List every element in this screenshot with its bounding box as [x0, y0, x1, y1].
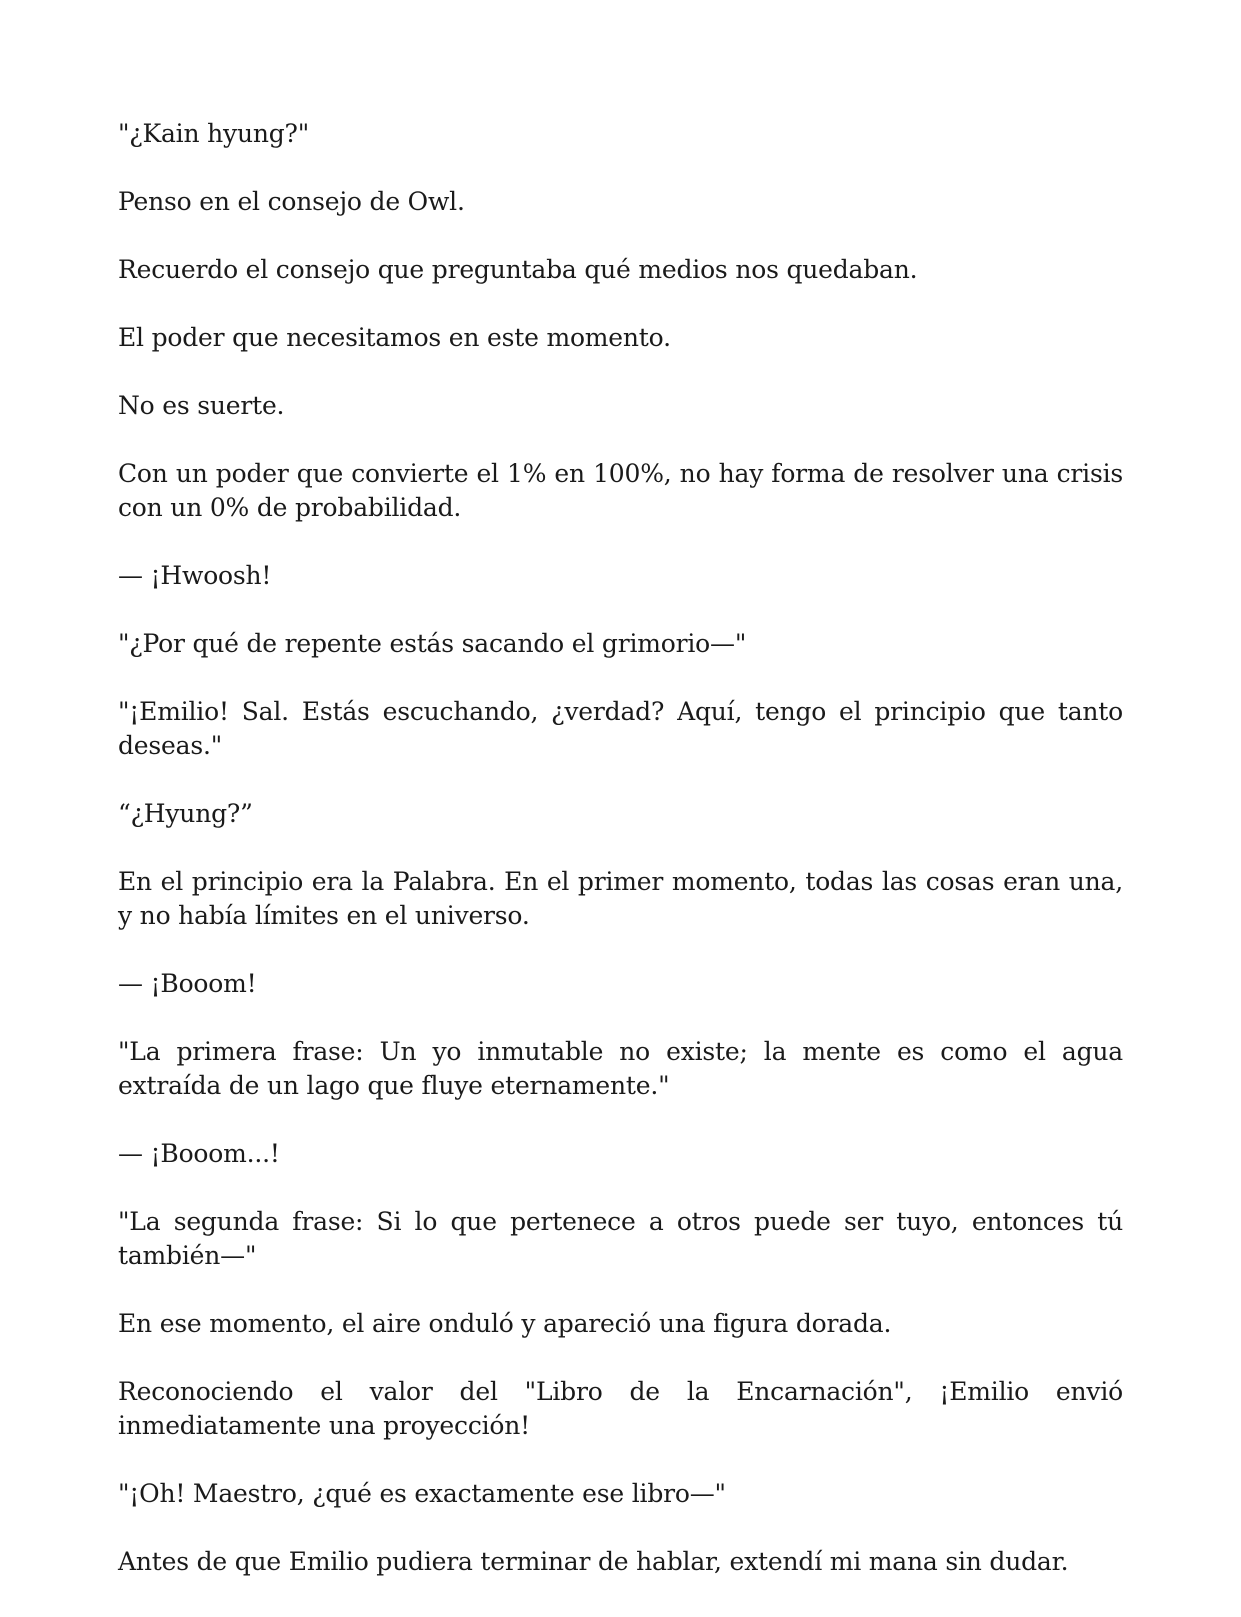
paragraph: Con un poder que convierte el 1% en 100%, no hay forma de resolver una crisis con un 0% de probabilidad. — [118, 459, 1123, 522]
paragraph: En ese momento, el aire onduló y apareció una figura dorada. — [118, 1309, 892, 1338]
paragraph: “¿Hyung?” — [118, 799, 253, 828]
paragraph: "¿Kain hyung?" — [118, 119, 310, 148]
paragraph: "¡Oh! Maestro, ¿qué es exactamente ese libro—" — [118, 1479, 726, 1508]
paragraph: "La segunda frase: Si lo que pertenece a otros puede ser tuyo, entonces tú también—" — [118, 1207, 1123, 1270]
paragraph: "¡Emilio! Sal. Estás escuchando, ¿verdad? Aquí, tengo el principio que tanto deseas." — [118, 697, 1123, 760]
paragraph: "¿Por qué de repente estás sacando el grimorio—" — [118, 629, 747, 658]
paragraph: No es suerte. — [118, 391, 285, 420]
paragraph: — ¡Booom...! — [118, 1139, 280, 1168]
paragraph: El poder que necesitamos en este momento. — [118, 323, 671, 352]
paragraph: — ¡Hwoosh! — [118, 561, 272, 590]
body-text — [118, 117, 1123, 1613]
paragraph: Recuerdo el consejo que preguntaba qué medios nos quedaban. — [118, 255, 918, 284]
paragraph: "La primera frase: Un yo inmutable no existe; la mente es como el agua extraída de un lago que fluye eternamente." — [118, 1037, 1123, 1100]
paragraph: Reconociendo el valor del "Libro de la Encarnación", ¡Emilio envió inmediatamente una proyección! — [118, 1377, 1123, 1440]
paragraph: Antes de que Emilio pudiera terminar de hablar, extendí mi mana sin dudar. — [118, 1547, 1069, 1576]
paragraph: — ¡Booom! — [118, 969, 257, 998]
paragraph: En el principio era la Palabra. En el primer momento, todas las cosas eran una, y no había límites en el universo. — [118, 867, 1123, 930]
paragraph: Penso en el consejo de Owl. — [118, 187, 465, 216]
